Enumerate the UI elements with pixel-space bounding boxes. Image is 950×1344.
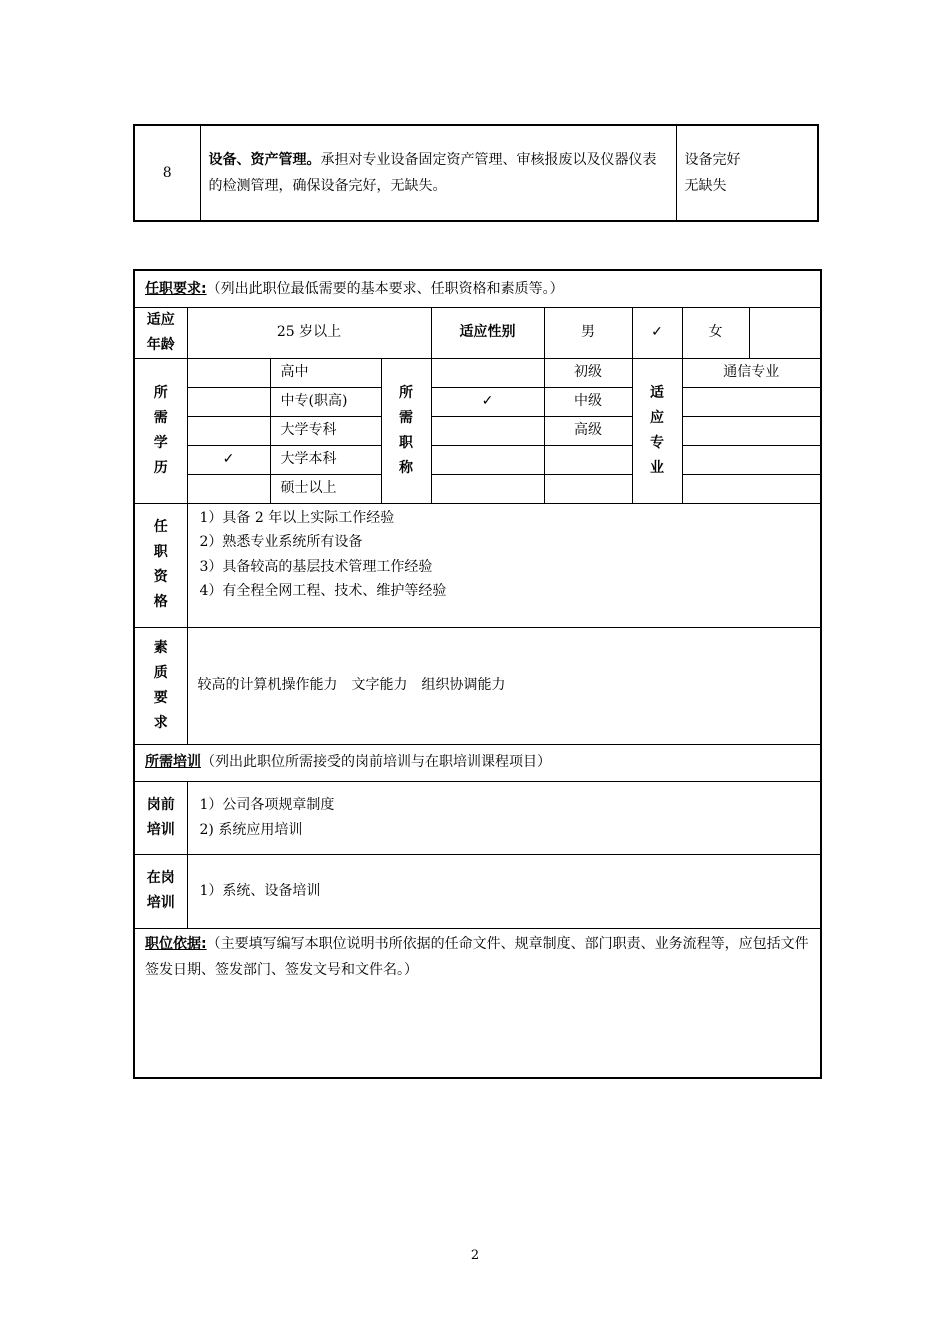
title-check <box>431 474 544 503</box>
on-training-item: 1）系统、设备培训 <box>199 882 321 899</box>
title-level: 初级 <box>544 358 632 387</box>
education-check <box>187 416 270 445</box>
title-level <box>544 445 632 474</box>
education-level: 大学本科 <box>270 445 381 474</box>
gender-male: 男 <box>544 307 632 358</box>
major-item: 通信专业 <box>682 358 821 387</box>
basis-label: 职位依据: <box>145 935 207 952</box>
education-check: ✓ <box>187 445 270 474</box>
pre-training-label: 岗前 培训 <box>134 781 187 854</box>
education-check <box>187 474 270 503</box>
gender-male-check: ✓ <box>632 307 682 358</box>
title-check <box>431 416 544 445</box>
pre-training-item: 1）公司各项规章制度 <box>199 797 335 813</box>
education-check <box>187 387 270 416</box>
education-check <box>187 358 270 387</box>
major-label: 适 应 专 业 <box>632 358 682 503</box>
duty-standard-line-1: 设备完好 <box>684 152 741 168</box>
age-value: 25 岁以上 <box>187 307 431 358</box>
major-item <box>682 387 821 416</box>
title-level: 中级 <box>544 387 632 416</box>
duty-table <box>133 124 819 222</box>
title-level: 高级 <box>544 416 632 445</box>
quality-text: 较高的计算机操作能力 文字能力 组织协调能力 <box>187 627 821 744</box>
gender-female-check <box>749 307 821 358</box>
education-level: 高中 <box>270 358 381 387</box>
gender-female: 女 <box>682 307 749 358</box>
title-check <box>431 445 544 474</box>
title-label: 所 需 职 称 <box>381 358 431 503</box>
title-level <box>544 474 632 503</box>
training-header-note: （列出此职位所需接受的岗前培训与在职培训课程项目） <box>201 754 551 771</box>
major-item <box>682 416 821 445</box>
duty-description <box>200 125 676 221</box>
gender-label: 适应性别 <box>431 307 544 358</box>
requirements-header <box>134 270 821 307</box>
training-header-label: 所需培训 <box>145 754 201 771</box>
duty-title: 设备、资产管理。 <box>208 152 321 168</box>
pre-training-item: 2) 系统应用培训 <box>199 821 303 838</box>
qualification-item: 1）具备 2 年以上实际工作经验 <box>199 509 395 526</box>
qualification-item: 4）有全程全网工程、技术、维护等经验 <box>199 583 447 599</box>
requirements-header-label: 任职要求: <box>145 280 207 297</box>
requirements-header-note: （列出此职位最低需要的基本要求、任职资格和素质等。） <box>206 280 564 297</box>
age-label: 适应 年龄 <box>134 307 187 358</box>
education-level: 中专(职高) <box>270 387 381 416</box>
on-training-list <box>187 854 821 928</box>
training-header <box>134 744 821 781</box>
basis-note: （主要填写编写本职位说明书所依据的任命文件、规章制度、部门职责、业务流程等，应包括文件签发日期、签发部门、签发文号和文件名。） <box>145 935 809 978</box>
major-item <box>682 474 821 503</box>
qualification-item: 2）熟悉专业系统所有设备 <box>199 534 363 550</box>
qualification-label: 任 职 资 格 <box>134 503 187 627</box>
quality-label: 素 质 要 求 <box>134 627 187 744</box>
title-check: ✓ <box>431 387 544 416</box>
duty-standard-line-2: 无缺失 <box>684 178 727 194</box>
on-training-label: 在岗 培训 <box>134 854 187 928</box>
requirements-table <box>133 269 822 1079</box>
education-label: 所 需 学 历 <box>134 358 187 503</box>
education-level: 硕士以上 <box>270 474 381 503</box>
page-number: 2 <box>470 1248 480 1263</box>
duty-text: 承担对专业设备固定资产管理、审核报废以及仪器仪表的检测管理，确保设备完好，无缺失。 <box>208 152 657 194</box>
duty-standard <box>676 125 818 221</box>
qualification-list <box>187 503 821 627</box>
title-check <box>431 358 544 387</box>
education-level: 大学专科 <box>270 416 381 445</box>
basis-section <box>134 928 821 1078</box>
duty-number: 8 <box>134 125 200 221</box>
major-item <box>682 445 821 474</box>
pre-training-list <box>187 781 821 854</box>
qualification-item: 3）具备较高的基层技术管理工作经验 <box>199 558 433 575</box>
